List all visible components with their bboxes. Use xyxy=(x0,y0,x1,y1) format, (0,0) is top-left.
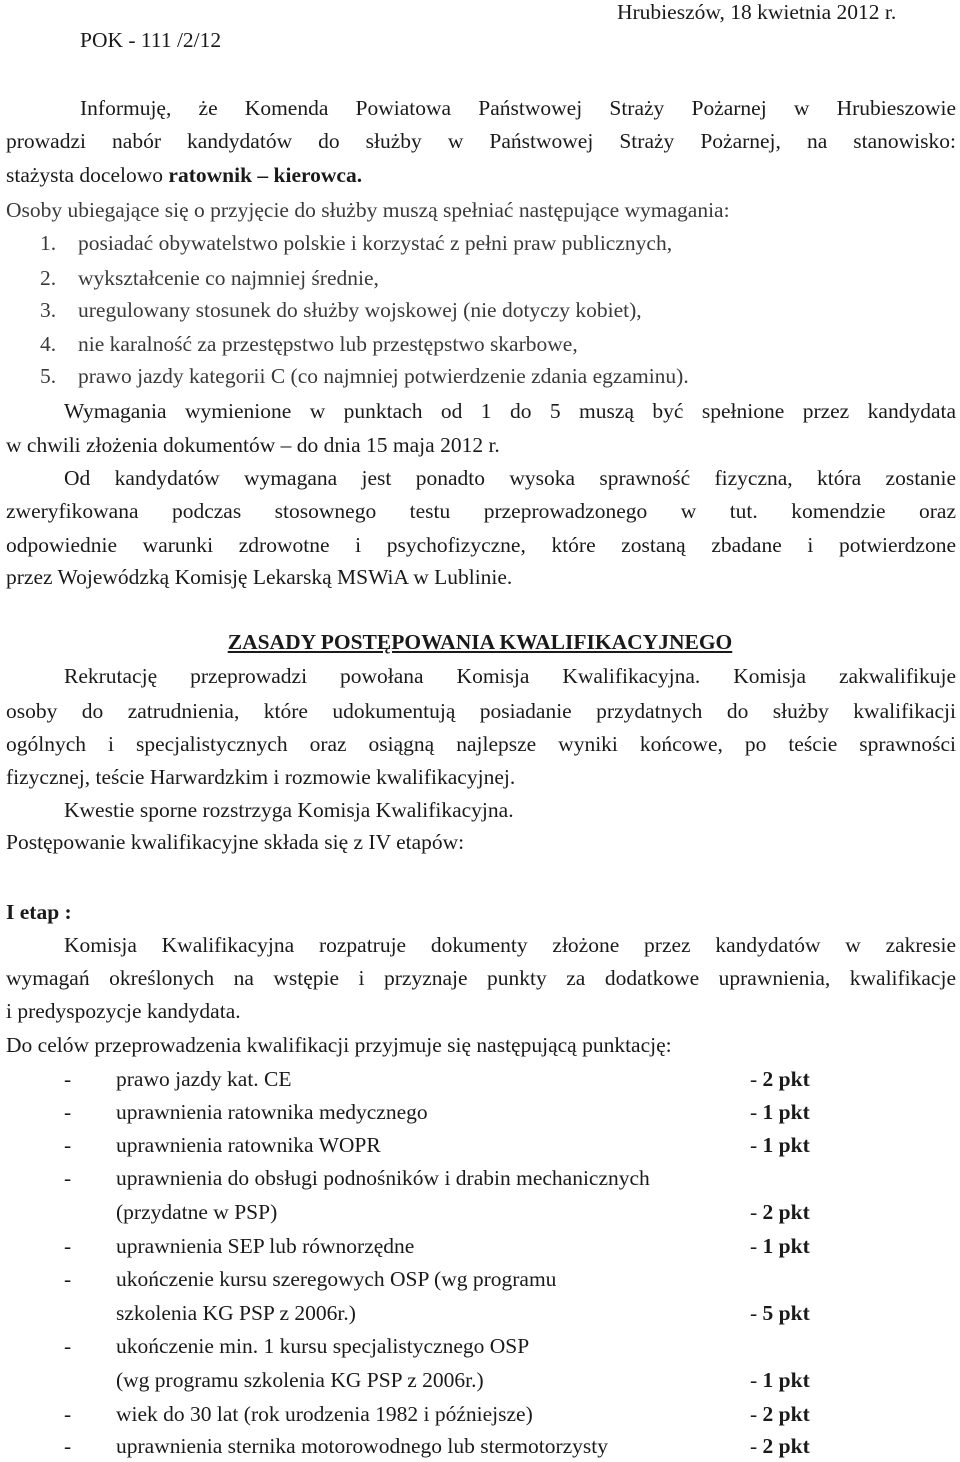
intro-line-1: Informuję, że Komenda Powiatowa Państwowej Straży Pożarnej w Hrubieszowie xyxy=(80,96,956,120)
list-item xyxy=(0,1168,960,1192)
list-item-number: 2. xyxy=(40,266,57,290)
list-item-text: prawo jazdy kat. CE xyxy=(116,1067,292,1091)
list-item xyxy=(0,366,960,390)
procedure-line-4: fizycznej, teście Harwardzkim i rozmowie kwalifikacyjnej. xyxy=(6,765,516,789)
list-item-text: (wg programu szkolenia KG PSP z 2006r.) xyxy=(116,1368,484,1392)
procedure-line-3: ogólnych i specjalistycznych oraz osiągną najlepsze wyniki końcowe, po teście sprawności xyxy=(6,732,956,756)
list-item-number: 4. xyxy=(40,332,57,356)
position-title: ratownik – kierowca. xyxy=(168,163,363,187)
list-item-text: szkolenia KG PSP z 2006r.) xyxy=(116,1301,356,1325)
list-item-text: posiadać obywatelstwo polskie i korzystać z pełni praw publicznych, xyxy=(78,231,673,255)
document-reference: POK - 111 /2/12 xyxy=(80,28,222,52)
list-dash: - xyxy=(64,1166,72,1190)
list-dash: - xyxy=(64,1402,72,1426)
list-dash: - xyxy=(64,1100,72,1124)
requirements-intro: Osoby ubiegające się o przyjęcie do służby muszą spełniać następujące wymagania: xyxy=(6,198,730,222)
disputes-note: Kwestie sporne rozstrzyga Komisja Kwalifikacyjna. xyxy=(64,798,514,822)
points-value: - 2 pkt xyxy=(750,1067,810,1091)
list-item-text: ukończenie kursu szeregowych OSP (wg programu xyxy=(116,1267,557,1291)
points-value: - 2 pkt xyxy=(750,1402,810,1426)
list-item-text: uprawnienia sternika motorowodnego lub stermotorzysty xyxy=(116,1434,609,1458)
fitness-line-4: przez Wojewódzką Komisję Lekarską MSWiA w Lublinie. xyxy=(6,565,513,589)
procedure-line-2: osoby do zatrudnienia, które udokumentują posiadanie przydatnych do służby kwalifikacji xyxy=(6,699,956,723)
list-item-number: 3. xyxy=(40,298,57,322)
list-item-number: 5. xyxy=(40,364,57,388)
stage-line-3: i predyspozycje kandydata. xyxy=(6,999,241,1023)
list-item xyxy=(0,233,960,257)
list-item-text: prawo jazdy kategorii C (co najmniej potwierdzenie zdania egzaminu). xyxy=(78,364,689,388)
list-dash: - xyxy=(64,1133,72,1157)
stages-note: Postępowanie kwalifikacyjne składa się z IV etapów: xyxy=(6,830,465,854)
list-item-text: (przydatne w PSP) xyxy=(116,1200,278,1224)
list-item xyxy=(0,1436,960,1460)
list-item-text: uregulowany stosunek do służby wojskowej (nie dotyczy kobiet), xyxy=(78,298,642,322)
stage-line-2: wymagań określonych na wstępie i przyznaje punkty za dodatkowe uprawnienia, kwalifikacje xyxy=(6,966,956,990)
list-item xyxy=(0,1135,960,1159)
list-item xyxy=(0,334,960,358)
list-item xyxy=(0,1269,960,1293)
list-dash: - xyxy=(64,1067,72,1091)
list-dash: - xyxy=(64,1267,72,1291)
list-item-continued xyxy=(0,1303,960,1327)
list-item-continued xyxy=(0,1202,960,1226)
list-dash: - xyxy=(64,1334,72,1358)
list-item-number: 1. xyxy=(40,231,57,255)
procedure-line-1: Rekrutację przeprowadzi powołana Komisja Kwalifikacyjna. Komisja zakwalifikuje xyxy=(64,664,956,688)
list-item-text: nie karalność za przestępstwo lub przestępstwo skarbowe, xyxy=(78,332,578,356)
place-and-date: Hrubieszów, 18 kwietnia 2012 r. xyxy=(617,0,897,24)
list-item xyxy=(0,300,960,324)
points-value: - 1 pkt xyxy=(750,1133,810,1157)
list-item xyxy=(0,1236,960,1260)
list-item xyxy=(0,1102,960,1126)
points-value: - 1 pkt xyxy=(750,1100,810,1124)
list-item-text: uprawnienia ratownika medycznego xyxy=(116,1100,428,1124)
list-item xyxy=(0,1336,960,1360)
list-item xyxy=(0,1069,960,1093)
stage-line-1: Komisja Kwalifikacyjna rozpatruje dokumenty złożone przez kandydatów w zakresie xyxy=(64,933,956,957)
intro-line-2: prowadzi nabór kandydatów do służby w Państwowej Straży Pożarnej, na stanowisko: xyxy=(6,129,956,153)
list-item-text: ukończenie min. 1 kursu specjalistycznego OSP xyxy=(116,1334,530,1358)
points-value: - 1 pkt xyxy=(750,1234,810,1258)
list-item-continued xyxy=(0,1370,960,1394)
points-value: - 1 pkt xyxy=(750,1368,810,1392)
list-item xyxy=(0,268,960,292)
scoring-intro: Do celów przeprowadzenia kwalifikacji przyjmuje się następującą punktację: xyxy=(6,1033,672,1057)
stage-heading: I etap : xyxy=(6,900,72,924)
points-value: - 5 pkt xyxy=(750,1301,810,1325)
list-item-text: uprawnienia ratownika WOPR xyxy=(116,1133,381,1157)
deadline-line-1: Wymagania wymienione w punktach od 1 do 5 muszą być spełnione przez kandydata xyxy=(64,399,956,423)
deadline-line-2: w chwili złożenia dokumentów – do dnia 15 maja 2012 r. xyxy=(6,433,500,457)
fitness-line-2: zweryfikowana podczas stosownego testu przeprowadzonego w tut. komendzie oraz xyxy=(6,499,956,523)
points-value: - 2 pkt xyxy=(750,1200,810,1224)
list-item-text: uprawnienia do obsługi podnośników i drabin mechanicznych xyxy=(116,1166,650,1190)
list-item xyxy=(0,1404,960,1428)
points-value: - 2 pkt xyxy=(750,1434,810,1458)
position-prefix: stażysta docelowo xyxy=(6,163,164,187)
section-heading: ZASADY POSTĘPOWANIA KWALIFIKACYJNEGO xyxy=(227,630,733,654)
intro-line-3 xyxy=(6,165,362,187)
list-dash: - xyxy=(64,1434,72,1458)
list-item-text: wykształcenie co najmniej średnie, xyxy=(78,266,379,290)
list-dash: - xyxy=(64,1234,72,1258)
list-item-text: wiek do 30 lat (rok urodzenia 1982 i późniejsze) xyxy=(116,1402,533,1426)
fitness-line-3: odpowiednie warunki zdrowotne i psychofizyczne, które zostaną zbadane i potwierdzone xyxy=(6,533,956,557)
list-item-text: uprawnienia SEP lub równorzędne xyxy=(116,1234,415,1258)
fitness-line-1: Od kandydatów wymagana jest ponadto wysoka sprawność fizyczna, która zostanie xyxy=(64,466,956,490)
